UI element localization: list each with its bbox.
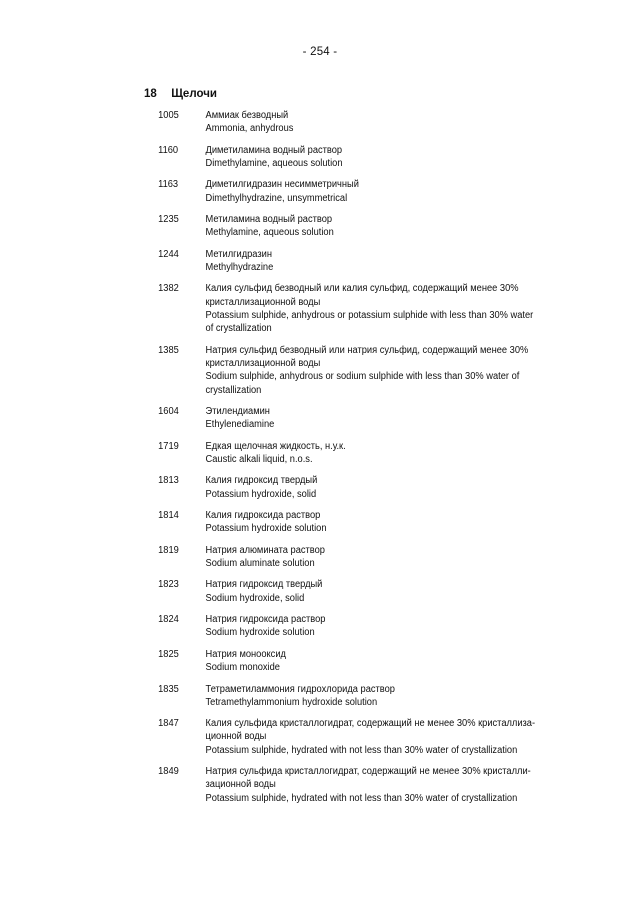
entry-line: Methylhydrazine — [205, 262, 274, 274]
entry-line: Этилендиамин — [205, 406, 270, 417]
entry-code: 1163 — [158, 179, 179, 191]
entry-description — [206, 248, 550, 275]
list-item — [0, 765, 595, 805]
entry-line: кристаллизационной воды — [205, 296, 321, 308]
entry-description — [206, 544, 550, 571]
entry-line: Натрия гидроксид твердый — [205, 579, 323, 591]
entry-code: 1849 — [158, 766, 179, 778]
list-item — [0, 544, 595, 571]
entry-code: 1160 — [158, 144, 179, 156]
entry-description — [206, 717, 550, 757]
list-item — [0, 440, 595, 467]
entry-line: Sodium monoxide — [205, 662, 280, 674]
entry-code: 1604 — [158, 406, 179, 417]
entry-code: 1825 — [158, 648, 179, 660]
entry-line: Potassium hydroxide, solid — [205, 488, 317, 500]
entry-description — [206, 765, 550, 805]
entry-code: 1847 — [158, 718, 179, 730]
entry-line: Натрия гидроксида раствор — [205, 614, 326, 626]
entry-line: Едкая щелочная жидкость, н.у.к. — [205, 440, 346, 452]
list-item — [0, 248, 595, 275]
entry-line: Potassium sulphide, hydrated with not less than 30% water of crystallization — [205, 792, 518, 804]
page-number: - 254 - — [302, 46, 338, 58]
entry-line: Sodium aluminate solution — [205, 558, 315, 570]
entry-description — [206, 683, 550, 710]
entry-code: 1235 — [158, 214, 179, 226]
entry-line: Sodium hydroxide solution — [205, 627, 315, 639]
entry-line: Тетраметиламмония гидрохлорида раствор — [205, 683, 395, 695]
section-number: 18 — [144, 88, 157, 100]
entry-line: Ammonia, anhydrous — [205, 123, 294, 135]
entry-code: 1813 — [158, 475, 179, 487]
entry-line: Caustic alkali liquid, n.o.s. — [205, 453, 313, 465]
list-item — [0, 578, 595, 605]
entry-code: 1385 — [158, 344, 179, 356]
entry-description — [206, 109, 550, 136]
list-item — [0, 178, 595, 205]
entry-code: 1244 — [158, 248, 179, 260]
entry-line: Potassium hydroxide solution — [205, 523, 327, 535]
entry-line: Натрия сульфида кристаллогидрат, содержащий не менее 30% кристалли- — [205, 766, 531, 778]
entry-code: 1835 — [158, 683, 179, 695]
list-item — [0, 109, 595, 136]
entry-line: Натрия монооксид — [205, 648, 286, 660]
entry-line: Диметилгидразин несимметричный — [205, 179, 359, 191]
entry-line: Potassium sulphide, anhydrous or potassium sulphide with less than 30% water — [205, 310, 534, 322]
list-item — [0, 144, 595, 171]
entry-description — [206, 405, 550, 432]
entry-line: Ethylenediamine — [205, 419, 275, 431]
entry-code: 1824 — [158, 614, 179, 626]
entry-line: Калия сульфид безводный или калия сульфид, содержащий менее 30% — [205, 283, 519, 295]
entry-description — [206, 509, 550, 536]
entry-code: 1823 — [158, 579, 179, 591]
entry-description — [206, 213, 550, 240]
entry-line: crystallization — [205, 384, 262, 396]
list-item — [0, 613, 595, 640]
entry-line: Натрия алюмината раствор — [205, 544, 325, 556]
entry-line: Methylamine, aqueous solution — [205, 227, 334, 239]
list-item — [0, 648, 595, 675]
list-item — [0, 344, 595, 397]
entry-code: 1719 — [158, 440, 179, 452]
entry-line: ционной воды — [205, 731, 267, 743]
entry-line: Натрия сульфид безводный или натрия сульфид, содержащий менее 30% — [205, 344, 529, 356]
entry-line: Метилгидразин — [205, 248, 272, 260]
entry-line: Калия сульфида кристаллогидрат, содержащий не менее 30% кристаллиза- — [205, 718, 536, 730]
entry-description — [206, 474, 550, 501]
entry-line: Калия гидроксид твердый — [205, 475, 318, 487]
entry-line: Dimethylhydrazine, unsymmetrical — [205, 192, 348, 204]
entry-code: 1819 — [158, 544, 179, 556]
entry-description — [206, 178, 550, 205]
list-item — [0, 474, 595, 501]
entry-line: Sodium sulphide, anhydrous or sodium sulphide with less than 30% water of — [205, 371, 520, 383]
entry-line: Potassium sulphide, hydrated with not less than 30% water of crystallization — [205, 744, 518, 756]
entry-line: Dimethylamine, aqueous solution — [205, 157, 343, 169]
entry-line: of crystallization — [205, 323, 272, 335]
list-item — [0, 213, 595, 240]
entry-code: 1382 — [158, 283, 179, 295]
entry-description — [206, 344, 550, 397]
section-header — [144, 88, 217, 100]
list-item — [0, 405, 595, 432]
entry-code: 1005 — [158, 110, 179, 121]
entry-line: Калия гидроксида раствор — [205, 510, 321, 522]
list-item — [0, 683, 595, 710]
entry-line: Tetramethylammonium hydroxide solution — [205, 696, 378, 708]
entry-line: кристаллизационной воды — [205, 358, 321, 370]
entry-line: зационной воды — [205, 779, 276, 791]
list-item — [0, 509, 595, 536]
entry-description — [206, 282, 550, 335]
entry-description — [206, 440, 550, 467]
section-title: Щелочи — [171, 88, 217, 100]
entry-line: Метиламина водный раствор — [205, 214, 333, 226]
entry-description — [206, 578, 550, 605]
entry-description — [206, 613, 550, 640]
entry-line: Аммиак безводный — [205, 110, 289, 121]
entry-line: Диметиламина водный раствор — [205, 144, 343, 156]
entry-description — [206, 648, 550, 675]
entry-list — [0, 109, 640, 813]
list-item — [0, 717, 595, 757]
list-item — [0, 282, 595, 335]
entry-line: Sodium hydroxide, solid — [205, 592, 305, 604]
entry-code: 1814 — [158, 510, 179, 522]
entry-description — [206, 144, 550, 171]
